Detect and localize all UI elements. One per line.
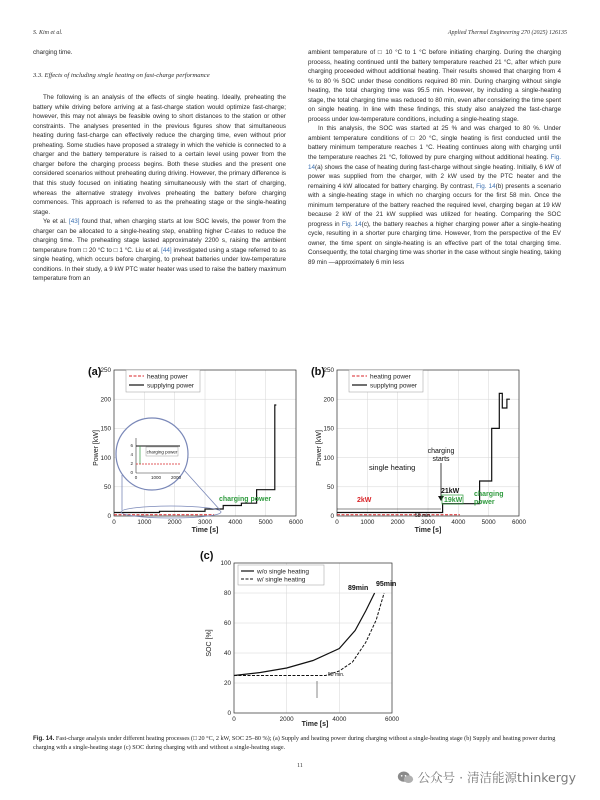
figure-link[interactable]: Fig. 14 — [476, 182, 496, 190]
charging-starts-label: charging — [427, 448, 455, 455]
y-tick-label: 250 — [323, 367, 334, 375]
x-tick-label: 5000 — [258, 519, 273, 526]
paragraph-end: charging time. — [33, 49, 73, 56]
left-column — [33, 48, 286, 284]
legend — [238, 565, 324, 585]
x-tick-label: 1000 — [137, 519, 152, 526]
text-run: (c), the battery reaches a higher charging power after a single-heating cycle, resulting in a shorter pure charging time. However, from the perspective of the EV owner, the time spent on single-heating is an effective part of the total charging time. Consequently, the total charging time was shorter in the case without single heating, taking 89 min —approximately 6 min less — [308, 220, 561, 267]
y-tick-label: 200 — [100, 396, 111, 404]
text-run: (b) presents a scenario with a single-heating stage in which no charging occurs for the first 58 min. Once the minimum temperature of the battery reached the required level, charging began at 19 kW because 2 kW of the 21 kW supplied was utilized for heating. Comparing the SOC progress in — [308, 182, 561, 228]
panel-label: (c) — [200, 550, 214, 562]
inset-tick: 6 — [130, 443, 133, 448]
y-axis-label: Power [kW] — [93, 430, 100, 466]
label-95min: 95min — [376, 581, 397, 588]
inset-tick: 2000 — [170, 475, 182, 480]
citation-link[interactable]: [44] — [161, 246, 172, 254]
inset-tick: 2 — [130, 461, 133, 466]
y-tick-label: 60 — [223, 620, 231, 628]
label-58min: 58 min. — [328, 672, 345, 678]
value-21kw-label: 21kW — [441, 488, 460, 495]
inset-tick: 1000 — [150, 475, 162, 480]
inset-label: charging power — [146, 449, 178, 455]
text-run: found that, when charging starts at low SOC levels, the power from the charger can be allocated to a single-heating step, enabling higher C-rates to reduce the charging time. The preheating stage lasted approximately 2200 s, raising the ambient temperature from □ 20 °C to □ 1 °C. Liu et al. — [33, 218, 286, 254]
y-tick-label: 0 — [227, 710, 231, 718]
paragraph: ambient temperature of □ 10 °C to 1 °C before initiating charging. During the charging process, heating continued until the battery temperature reached 21 °C, after which pure charging proceeded without additional heating. Their results showed that charging from 4 % to 80 % SOC under these conditions required 80 min. During charging without single heating, the total charging time was 95.5 min. However, by including a single-heating stage, the total charging time was reduced to 80 min, even after considering the time spent on single heating. In line with these findings, this study also analyzed the fast-charge process under low-temperature conditions, including a single-heating stage. — [308, 49, 561, 123]
charging-starts-label: starts — [432, 456, 450, 463]
wechat-icon — [397, 769, 414, 786]
panel-label: (b) — [311, 366, 326, 378]
y-tick-label: 0 — [107, 513, 111, 521]
x-tick-label: 2000 — [167, 519, 182, 526]
x-axis-label: Time [s] — [301, 721, 329, 728]
watermark — [397, 768, 576, 786]
y-tick-label: 100 — [100, 454, 111, 462]
charging-power-label: charging power — [219, 496, 272, 503]
figure-link[interactable]: Fig. 14 — [341, 220, 362, 228]
figure-14c — [200, 548, 400, 728]
soc-without-single-heating-line — [234, 593, 375, 676]
panel-label: (a) — [88, 366, 102, 378]
legend-supplying-label: supplying power — [370, 382, 417, 390]
x-tick-label: 4000 — [332, 716, 347, 723]
y-tick-label: 150 — [323, 425, 334, 433]
value-2kw-label: 2kW — [357, 497, 372, 504]
figure-link[interactable]: Fig. 14 — [308, 154, 561, 171]
duration-58-label: 58 min. — [415, 513, 432, 519]
soc-with-single-heating-line — [234, 593, 384, 676]
x-tick-label: 3000 — [197, 519, 213, 526]
inset-tick: 0 — [134, 475, 138, 480]
x-tick-label: 2000 — [279, 716, 294, 723]
y-tick-label: 150 — [100, 425, 111, 433]
x-axis-label: Time [s] — [191, 527, 219, 534]
text-run: investigated using a stage referred to as single heating, which occurs before charging, to preheat batteries under low-temperature conditions. In their study, a 9 kW PTC water heater was used to raise the battery maximum temperature from an — [33, 246, 286, 283]
legend-heating-label: heating power — [370, 373, 411, 381]
y-tick-label: 0 — [330, 513, 334, 521]
value-19kw-label: 19kW — [444, 497, 463, 504]
x-tick-label: 3000 — [420, 519, 436, 526]
x-tick-label: 2000 — [390, 519, 405, 526]
single-heating-label: single heating — [369, 463, 416, 472]
figure-14b — [311, 366, 527, 536]
charging-power-label: charging — [474, 491, 504, 498]
label-89min: 89min — [348, 585, 369, 592]
x-tick-label: 6000 — [384, 716, 400, 723]
legend — [126, 370, 200, 392]
right-column — [308, 48, 561, 268]
y-tick-label: 20 — [223, 680, 231, 688]
legend — [349, 370, 423, 392]
text-run: In this analysis, the SOC was started at 25 % and was charged to 80 %. Under ambient temperature conditions of □ 20 °C, single heating is first conducted until the battery minimum temperature reaches 1 °C. Heating continues along with charging until the temperature reaches 21 °C, followed by pure charging without additional heating. — [308, 125, 561, 162]
x-tick-label: 4000 — [228, 519, 243, 526]
y-tick-label: 80 — [223, 590, 231, 598]
section-heading: 3.3. Effects of including single heating on fast-charge performance — [33, 71, 210, 79]
y-tick-label: 50 — [103, 484, 111, 491]
inset-connector — [184, 470, 220, 510]
x-tick-label: 0 — [232, 716, 236, 723]
figure-caption — [33, 735, 567, 752]
watermark-text: 公众号 · 清洁能源thinkergy — [417, 770, 576, 785]
running-header-authors: S. Kim et al. — [33, 30, 63, 36]
paragraph — [308, 124, 561, 267]
charging-power-label: power — [474, 499, 495, 506]
citation-link[interactable]: [43] — [69, 218, 80, 226]
x-tick-label: 6000 — [288, 519, 304, 526]
y-tick-label: 250 — [100, 367, 111, 375]
legend-wo-label: w/o single heating — [257, 568, 310, 576]
x-tick-label: 1000 — [360, 519, 375, 526]
y-tick-label: 40 — [223, 650, 231, 658]
x-tick-label: 5000 — [481, 519, 496, 526]
caption-label: Fig. 14. — [33, 735, 55, 742]
x-tick-label: 0 — [112, 519, 116, 526]
page-number: 11 — [297, 763, 303, 769]
text-run: (a) shows the case of heating during fast-charge without single heating. Initially, 6 kW of power was supplied from the charger, with 2 kW used by the PTC heater and the remaining 4 kW allocated for battery charging. By contrast, — [308, 163, 561, 190]
legend-supplying-label: supplying power — [147, 382, 194, 390]
paragraph — [33, 217, 286, 284]
figure-14a — [88, 366, 304, 536]
x-tick-label: 0 — [335, 519, 339, 526]
y-axis-label: SOC [%] — [206, 629, 213, 657]
y-tick-label: 100 — [323, 454, 334, 462]
y-tick-label: 100 — [220, 560, 231, 568]
y-tick-label: 200 — [323, 396, 334, 404]
legend-heating-label: heating power — [147, 373, 188, 381]
caption-text: Fast-charge analysis under different heating processes (□ 20 °C, 2 kW, SOC 25–80 %); (a) Supply and heating power during charging without a single-heating stage (b) Supply and heating power during charging with a single-heating stage (c) SOC during charging with and without a single-heating stage. — [33, 735, 556, 751]
y-axis-label: Power [kW] — [316, 430, 323, 466]
inset-tick: 4 — [130, 452, 133, 457]
paragraph: The following is an analysis of the effects of single heating. Ideally, preheating the battery while driving before arriving at a fast-charge station would optimize fast-charge; however, this may not always be feasible owing to short distances to the station or other constraints. The analyses presented in the previous figures show that simultaneous heating during fast-charge can effectively reduce the charging time, even without prior preheating. Some studies have proposed a strategy in which the vehicle is connected to a charger and the battery temperature is raised to a certain level using power from the charger before the charging process begins. Both these studies and the present one considered scenarios without preheating during driving. However, the primary difference is that this study focused on initiating heating simultaneously with the start of charging, whereas the alternative strategy involves preheating the battery before charging commences. This approach is referred to as the preheating stage or the single-heating stage. — [33, 94, 286, 216]
running-header-journal: Applied Thermal Engineering 270 (2025) 126135 — [447, 30, 567, 36]
x-axis-label: Time [s] — [414, 527, 442, 534]
y-tick-label: 50 — [326, 484, 334, 491]
x-tick-label: 6000 — [511, 519, 527, 526]
legend-w-label: w/ single heating — [257, 576, 306, 584]
inset-tick: 0 — [130, 470, 133, 475]
x-tick-label: 4000 — [451, 519, 466, 526]
text-run: Ye et al. — [43, 218, 70, 226]
